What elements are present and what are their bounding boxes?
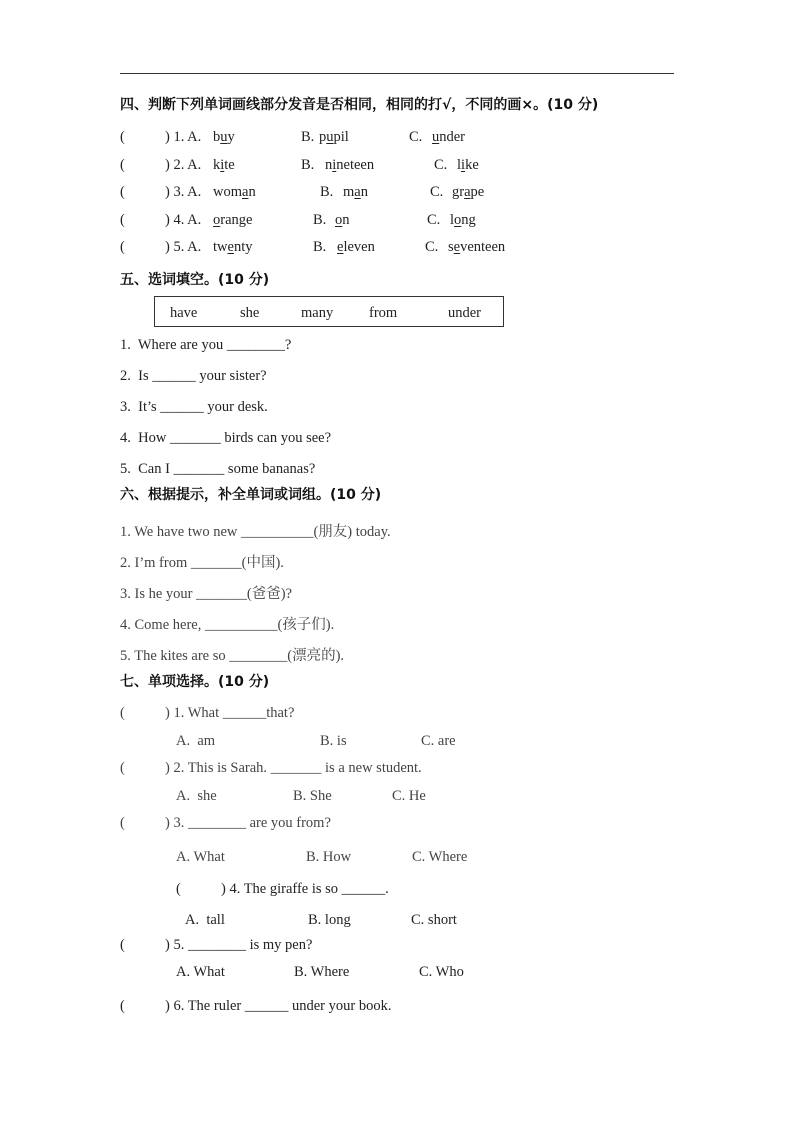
hint-item: 2. I’m from _______(中国). — [120, 555, 284, 571]
word-bank-word: from — [369, 305, 398, 321]
question-1: ) 1. What ______that? — [165, 705, 295, 721]
option: A. am — [176, 733, 216, 749]
hint-item: 1. We have two new __________(朋友) today. — [120, 524, 391, 540]
item-number: ) 2. A. — [165, 157, 202, 173]
underlined-letters: u — [432, 129, 440, 145]
word-part: k — [213, 157, 221, 173]
question-5: ) 5. ________ is my pen? — [165, 937, 313, 953]
option: B. How — [306, 849, 352, 865]
word-part: gr — [452, 184, 465, 200]
word-part: wom — [213, 184, 242, 200]
option: A. What — [176, 964, 225, 980]
word-part: neteen — [336, 157, 375, 173]
word-part: pil — [333, 129, 349, 145]
answer-paren: ( — [120, 212, 125, 228]
word-part: ng — [461, 212, 476, 228]
answer-paren: ( — [120, 239, 125, 255]
option: C. are — [421, 733, 456, 749]
option-word — [337, 240, 375, 255]
option-word — [448, 240, 505, 255]
question-6: ) 6. The ruler ______ under your book. — [165, 998, 392, 1014]
option-word — [335, 213, 350, 228]
word-part: y — [227, 129, 235, 145]
word-part: n — [248, 184, 256, 200]
option: B. long — [308, 912, 351, 928]
section-7-heading: 七、单项选择。(10 分) — [120, 674, 270, 690]
fill-item: 3. It’s ______ your desk. — [120, 399, 268, 415]
option-word — [213, 130, 235, 145]
underlined-letters: a — [464, 184, 471, 200]
option-label: B. — [301, 157, 315, 173]
option-label: C. — [425, 239, 439, 255]
answer-paren: ( — [120, 184, 125, 200]
option: A. tall — [185, 912, 225, 928]
option-label: B. — [301, 129, 315, 145]
hint-item: 3. Is he your _______(爸爸)? — [120, 586, 292, 602]
option-word — [213, 185, 256, 200]
underlined-letters: a — [354, 184, 361, 200]
hint-item: 5. The kites are so ________(漂亮的). — [120, 648, 345, 664]
answer-paren: ( — [176, 881, 181, 897]
underlined-letters: i — [461, 157, 466, 173]
option: C. Where — [412, 849, 468, 865]
word-part: p — [319, 129, 327, 145]
section-5-heading: 五、选词填空。(10 分) — [120, 272, 270, 288]
question-3: ) 3. ________ are you from? — [165, 815, 331, 831]
option-label: B. — [320, 184, 334, 200]
item-number: ) 4. A. — [165, 212, 202, 228]
item-number: ) 3. A. — [165, 184, 202, 200]
option-word — [452, 185, 484, 200]
option-word — [213, 240, 252, 255]
answer-paren: ( — [120, 760, 125, 776]
option-word — [432, 130, 465, 145]
top-rule — [120, 73, 674, 74]
option-word — [450, 213, 476, 228]
answer-paren: ( — [120, 157, 125, 173]
option: B. Where — [294, 964, 350, 980]
fill-item: 1. Where are you ________? — [120, 337, 292, 353]
answer-paren: ( — [120, 705, 125, 721]
option: C. He — [392, 788, 426, 804]
word-part: pe — [470, 184, 485, 200]
word-part: n — [325, 157, 333, 173]
question-2: ) 2. This is Sarah. _______ is a new student. — [165, 760, 422, 776]
fill-item: 4. How _______ birds can you see? — [120, 430, 332, 446]
word-part: l — [450, 212, 455, 228]
option-label: C. — [434, 157, 448, 173]
underlined-letters: a — [242, 184, 249, 200]
section-6-heading: 六、根据提示，补全单词或词组。(10 分) — [120, 487, 382, 503]
word-bank-word: under — [448, 305, 482, 321]
option-word — [457, 158, 479, 173]
word-part: venteen — [460, 239, 506, 255]
underlined-letters: i — [220, 157, 225, 173]
word-part: leven — [343, 239, 375, 255]
item-number: ) 5. A. — [165, 239, 202, 255]
word-part: tw — [213, 239, 228, 255]
option: B. is — [320, 733, 347, 749]
option: B. She — [293, 788, 332, 804]
word-bank-word: she — [240, 305, 260, 321]
option-label: B. — [313, 239, 327, 255]
fill-item: 2. Is ______ your sister? — [120, 368, 267, 384]
option-label: C. — [430, 184, 444, 200]
word-bank-word: many — [301, 305, 334, 321]
word-part: nder — [439, 129, 466, 145]
hint-item: 4. Come here, __________(孩子们). — [120, 617, 335, 633]
word-part: b — [213, 129, 221, 145]
answer-paren: ( — [120, 937, 125, 953]
option-word — [343, 185, 368, 200]
option-word — [319, 130, 349, 145]
underlined-letters: i — [332, 157, 337, 173]
word-part: m — [343, 184, 355, 200]
word-part: l — [457, 157, 462, 173]
option-label: B. — [313, 212, 327, 228]
word-part: n — [360, 184, 368, 200]
underlined-letters: o — [335, 212, 343, 228]
word-part: n — [342, 212, 350, 228]
underlined-letters: o — [213, 212, 221, 228]
option: C. short — [411, 912, 457, 928]
word-part: te — [224, 157, 235, 173]
answer-paren: ( — [120, 998, 125, 1014]
fill-item: 5. Can I _______ some bananas? — [120, 461, 316, 477]
question-4: ) 4. The giraffe is so ______. — [221, 881, 389, 897]
option-word — [325, 158, 374, 173]
item-number: ) 1. A. — [165, 129, 202, 145]
option: C. Who — [419, 964, 464, 980]
option-label: C. — [427, 212, 441, 228]
word-bank-box — [154, 296, 504, 327]
section-4-heading: 四、判断下列单词画线部分发音是否相同，相同的打√，不同的画×。(10 分) — [120, 97, 599, 113]
underlined-letters: e — [453, 239, 461, 255]
word-part: s — [448, 239, 454, 255]
option-label: C. — [409, 129, 423, 145]
option-word — [213, 158, 235, 173]
word-part: ke — [465, 157, 479, 173]
answer-paren: ( — [120, 129, 125, 145]
underlined-letters: o — [454, 212, 462, 228]
word-part: range — [220, 212, 253, 228]
underlined-letters: e — [337, 239, 344, 255]
option-word — [213, 213, 252, 228]
word-part: nty — [233, 239, 253, 255]
option: A. What — [176, 849, 225, 865]
underlined-letters: u — [220, 129, 228, 145]
option: A. she — [176, 788, 217, 804]
word-bank-word: have — [170, 305, 198, 321]
underlined-letters: u — [326, 129, 334, 145]
answer-paren: ( — [120, 815, 125, 831]
underlined-letters: e — [227, 239, 234, 255]
